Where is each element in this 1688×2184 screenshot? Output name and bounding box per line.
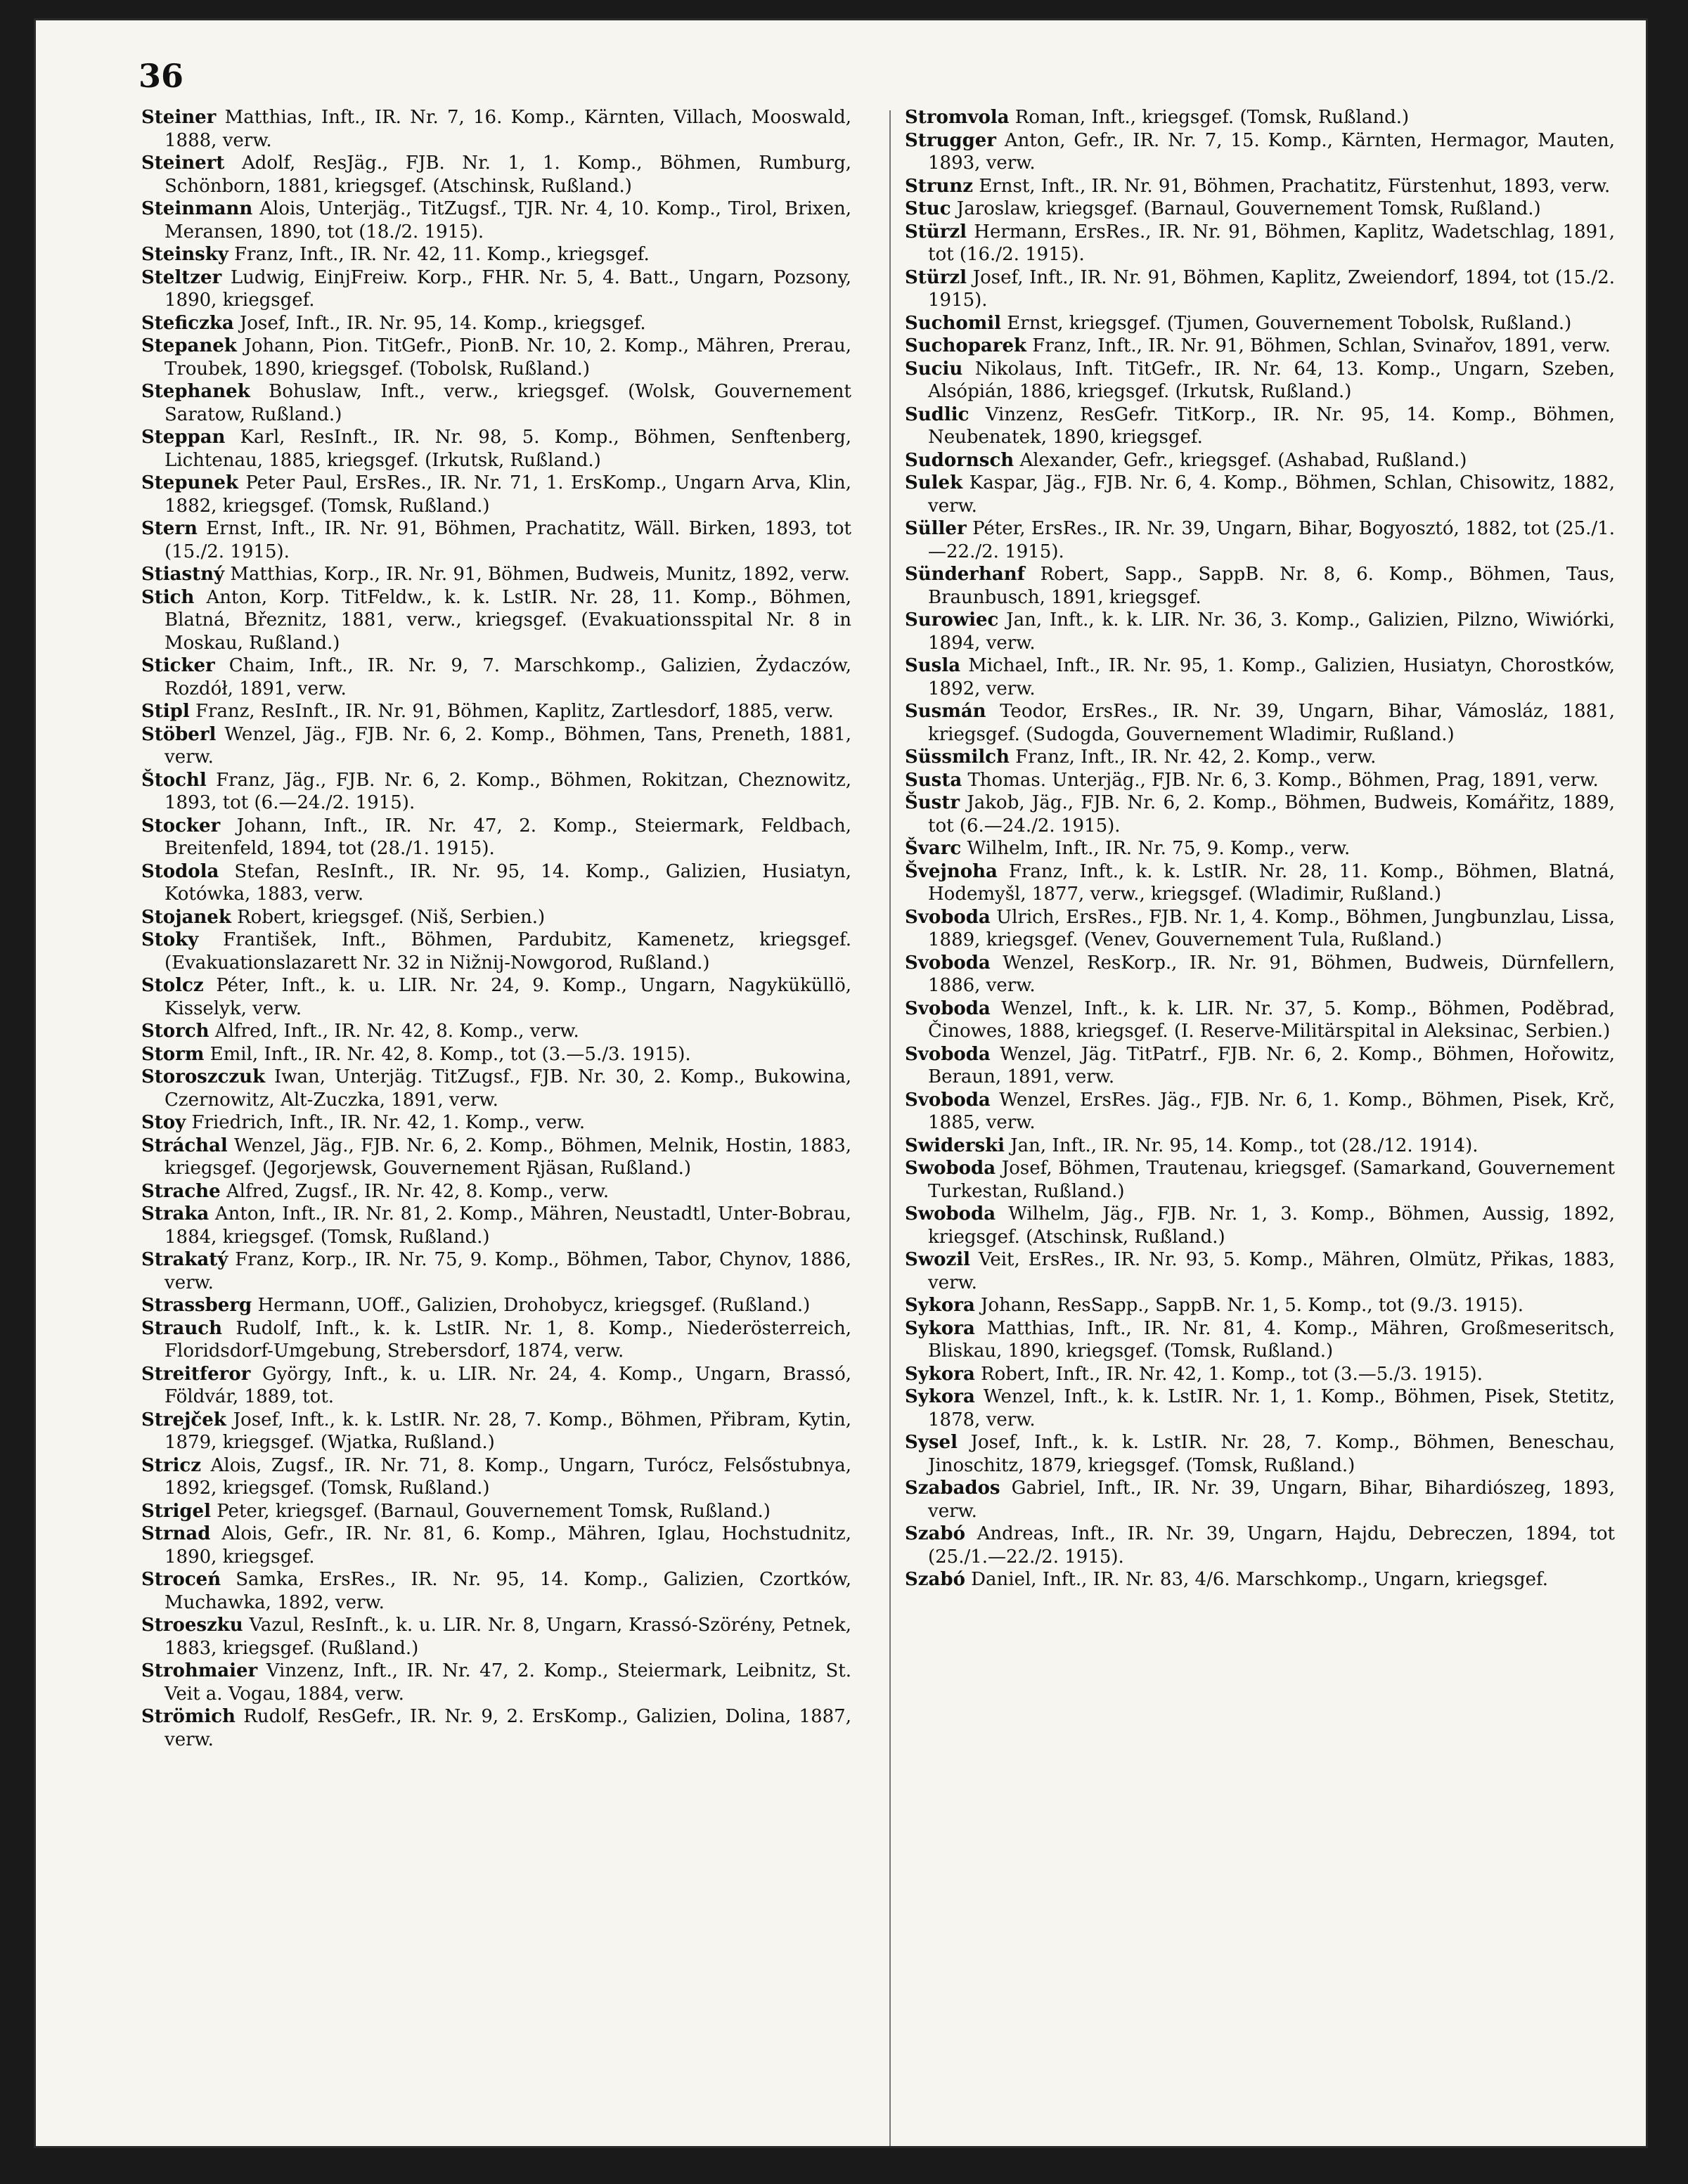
entry-surname: Susla <box>905 655 961 676</box>
entry-surname: Svoboda <box>905 952 991 974</box>
list-entry <box>141 1660 851 1705</box>
entry-details: Anton, Gefr., IR. Nr. 7, 15. Komp., Kärnten, Hermagor, Mauten, 1893, verw. <box>928 129 1615 174</box>
entry-surname: Steinsky <box>141 244 228 265</box>
entry-details: Johann, Pion. TitGefr., PionB. Nr. 10, 2. Komp., Mähren, Prerau, Troubek, 1890, kriegsgef. (Tobolsk, Rußland.) <box>165 335 851 380</box>
list-entry <box>905 1431 1615 1477</box>
entry-surname: Stern <box>141 518 198 539</box>
entry-details: Hermann, ErsRes., IR. Nr. 91, Böhmen, Kaplitz, Wadetschlag, 1891, tot (16./2. 1915). <box>928 221 1615 265</box>
entry-surname: Stich <box>141 586 195 608</box>
entry-surname: Stocker <box>141 815 221 836</box>
list-entry <box>141 1568 851 1614</box>
list-entry <box>141 1705 851 1751</box>
entry-details: Ernst, kriegsgef. (Tjumen, Gouvernement Tobolsk, Rußland.) <box>1001 312 1572 334</box>
entry-details: Josef, Böhmen, Trautenau, kriegsgef. (Samarkand, Gouvernement Turkestan, Rußland.) <box>928 1158 1615 1202</box>
entry-details: Alexander, Gefr., kriegsgef. (Ashabad, Rußland.) <box>1014 449 1467 471</box>
entry-details: Roman, Inft., kriegsgef. (Tomsk, Rußland.) <box>1009 107 1410 128</box>
entry-details: Peter Paul, ErsRes., IR. Nr. 71, 1. ErsKomp., Ungarn Arva, Klin, 1882, kriegsgef. (Tomsk, Rußland.) <box>165 472 851 517</box>
entry-details: Samka, ErsRes., IR. Nr. 95, 14. Komp., Galizien, Czortków, Muchawka, 1892, verw. <box>165 1569 851 1613</box>
entry-surname: Stoky <box>141 929 199 950</box>
list-entry <box>141 1523 851 1568</box>
entry-surname: Svoboda <box>905 1089 991 1111</box>
list-entry <box>905 358 1615 403</box>
list-entry <box>141 723 851 769</box>
list-entry <box>141 1066 851 1111</box>
list-entry <box>141 1248 851 1294</box>
list-entry <box>141 517 851 563</box>
entry-surname: Straka <box>141 1203 210 1225</box>
entry-details: Alois, Gefr., IR. Nr. 81, 6. Komp., Mähren, Iglau, Hochstudnitz, 1890, kriegsgef. <box>165 1523 851 1568</box>
list-entry <box>141 1020 851 1043</box>
entry-surname: Strassberg <box>141 1295 252 1316</box>
entry-details: Franz, Inft., k. k. LstIR. Nr. 28, 11. Komp., Böhmen, Blatná, Hodemyšl, 1877, verw., kriegsgef. (Wladimir, Rußland.) <box>928 860 1615 905</box>
entry-surname: Swiderski <box>905 1135 1005 1156</box>
entry-surname: Strejček <box>141 1409 226 1430</box>
entry-surname: Swozil <box>905 1249 971 1270</box>
entry-details: Kaspar, Jäg., FJB. Nr. 6, 4. Komp., Böhmen, Schlan, Chisowitz, 1882, verw. <box>928 472 1615 517</box>
entry-surname: Surowiec <box>905 609 999 631</box>
entry-surname: Strohmaier <box>141 1660 258 1681</box>
entry-surname: Strunz <box>905 175 974 197</box>
entry-details: Wenzel, ResKorp., IR. Nr. 91, Böhmen, Budweis, Dürnfellern, 1886, verw. <box>928 952 1615 996</box>
entry-surname: Svoboda <box>905 906 991 928</box>
entry-details: Robert, kriegsgef. (Niš, Serbien.) <box>231 906 546 928</box>
list-entry <box>905 198 1615 221</box>
entry-details: František, Inft., Böhmen, Pardubitz, Kamenetz, kriegsgef. (Evakuationslazarett Nr. 32 in Nižnij-Nowgorod, Rußland.) <box>165 929 851 974</box>
list-entry <box>141 312 851 335</box>
entry-surname: Stromvola <box>905 107 1010 128</box>
entry-details: Franz, Jäg., FJB. Nr. 6, 2. Komp., Böhmen, Rokitzan, Cheznowitz, 1893, tot (6.—24./2. 1915). <box>165 769 851 813</box>
entry-surname: Strnad <box>141 1523 211 1544</box>
entry-surname: Szabó <box>905 1523 965 1544</box>
list-entry <box>905 1294 1615 1317</box>
entry-details: Wenzel, Inft., k. k. LIR. Nr. 37, 5. Komp., Böhmen, Poděbrad, Činowes, 1888, kriegsgef. (I. Reserve-Militärspital in Aleksinac, Serbien.) <box>928 997 1615 1042</box>
list-entry <box>141 1111 851 1135</box>
list-entry <box>905 952 1615 997</box>
entry-details: Matthias, Inft., IR. Nr. 7, 16. Komp., Kärnten, Villach, Mooswald, 1888, verw. <box>165 107 851 151</box>
entry-details: Nikolaus, Inft. TitGefr., IR. Nr. 64, 13. Komp., Ungarn, Szeben, Alsópián, 1886, kriegsgef. (Irkutsk, Rußland.) <box>928 358 1615 402</box>
list-entry <box>141 1294 851 1317</box>
entry-surname: Strakatý <box>141 1249 228 1270</box>
entry-details: Matthias, Korp., IR. Nr. 91, Böhmen, Budweis, Munitz, 1892, verw. <box>224 564 850 585</box>
entry-surname: Švejnoha <box>905 860 998 882</box>
entry-surname: Steiner <box>141 107 217 128</box>
list-entry <box>141 654 851 700</box>
entry-details: Ludwig, EinjFreiw. Korp., FHR. Nr. 5, 4. Batt., Ungarn, Pozsony, 1890, kriegsgef. <box>165 266 851 311</box>
list-entry <box>141 906 851 929</box>
entry-details: Wilhelm, Jäg., FJB. Nr. 1, 3. Komp., Böhmen, Aussig, 1892, kriegsgef. (Atschinsk, Rußland.) <box>928 1203 1615 1248</box>
entry-details: Peter, kriegsgef. (Barnaul, Gouvernement Tomsk, Rußland.) <box>210 1500 771 1522</box>
entry-surname: Sykora <box>905 1317 975 1339</box>
entry-surname: Stipl <box>141 701 190 722</box>
entry-surname: Susta <box>905 769 962 791</box>
entry-surname: Sünderhanf <box>905 564 1025 585</box>
list-entry <box>905 1089 1615 1135</box>
list-entry <box>905 175 1615 198</box>
entry-details: Jan, Inft., IR. Nr. 95, 14. Komp., tot (28./12. 1914). <box>1004 1135 1478 1156</box>
entry-details: Matthias, Inft., IR. Nr. 81, 4. Komp., Mähren, Großmeseritsch, Bliskau, 1890, kriegsgef. (Tomsk, Rußland.) <box>928 1317 1615 1362</box>
entry-details: Gabriel, Inft., IR. Nr. 39, Ungarn, Bihar, Bihardiószeg, 1893, verw. <box>928 1478 1615 1522</box>
list-entry <box>141 198 851 243</box>
list-entry <box>141 974 851 1020</box>
list-entry <box>905 1568 1615 1591</box>
list-entry <box>141 1317 851 1363</box>
entry-surname: Sykora <box>905 1363 975 1385</box>
list-entry <box>905 906 1615 952</box>
entry-surname: Suciu <box>905 358 963 380</box>
entry-surname: Stoy <box>141 1112 186 1133</box>
list-entry <box>141 243 851 266</box>
list-entry <box>905 517 1615 563</box>
entry-details: Veit, ErsRes., IR. Nr. 93, 5. Komp., Mähren, Olmütz, Přikas, 1883, verw. <box>928 1249 1615 1293</box>
list-entry <box>141 426 851 472</box>
entry-details: Bohuslaw, Inft., verw., kriegsgef. (Wolsk, Gouvernement Saratow, Rußland.) <box>165 381 851 425</box>
entry-details: Stefan, ResInft., IR. Nr. 95, 14. Komp., Galizien, Husiatyn, Kotówka, 1883, verw. <box>165 860 851 905</box>
entry-details: Daniel, Inft., IR. Nr. 83, 4/6. Marschkomp., Ungarn, kriegsgef. <box>965 1569 1548 1590</box>
list-entry <box>905 1043 1615 1089</box>
list-entry <box>905 221 1615 266</box>
list-entry <box>905 1385 1615 1431</box>
list-entry <box>141 1043 851 1066</box>
entry-details: Rudolf, ResGefr., IR. Nr. 9, 2. ErsKomp., Galizien, Dolina, 1887, verw. <box>165 1706 851 1750</box>
entry-surname: Strache <box>141 1180 221 1202</box>
entry-details: Franz, Inft., IR. Nr. 42, 11. Komp., kriegsgef. <box>228 244 650 265</box>
entry-surname: Strömich <box>141 1706 236 1727</box>
list-entry <box>905 654 1615 700</box>
list-entry <box>905 1477 1615 1523</box>
entry-surname: Storch <box>141 1021 210 1042</box>
list-entry <box>905 860 1615 906</box>
entry-surname: Suchomil <box>905 312 1002 334</box>
entry-surname: Sysel <box>905 1432 958 1453</box>
entry-details: Thomas. Unterjäg., FJB. Nr. 6, 3. Komp., Böhmen, Prag, 1891, verw. <box>962 769 1599 791</box>
list-entry <box>141 1135 851 1180</box>
entry-details: Anton, Inft., IR. Nr. 81, 2. Komp., Mähren, Neustadtl, Unter-Bobrau, 1884, kriegsgef. (Tomsk, Rußland.) <box>165 1203 851 1248</box>
list-entry <box>905 403 1615 449</box>
list-entry <box>905 129 1615 175</box>
column-divider <box>889 110 891 2148</box>
list-entry <box>905 312 1615 335</box>
list-entry <box>905 335 1615 358</box>
list-entry <box>141 1614 851 1660</box>
entry-details: Josef, Inft., IR. Nr. 95, 14. Komp., kriegsgef. <box>233 312 646 334</box>
entry-details: Adolf, ResJäg., FJB. Nr. 1, 1. Komp., Böhmen, Rumburg, Schönborn, 1881, kriegsgef. (Atschinsk, Rußland.) <box>165 153 851 197</box>
entry-details: Franz, Korp., IR. Nr. 75, 9. Komp., Böhmen, Tabor, Chynov, 1886, verw. <box>165 1249 851 1293</box>
list-entry <box>141 769 851 815</box>
list-entry <box>141 860 851 906</box>
entry-details: Vinzenz, Inft., IR. Nr. 47, 2. Komp., Steiermark, Leibnitz, St. Veit a. Vogau, 1884, verw. <box>165 1660 851 1705</box>
right-column <box>905 106 1615 1591</box>
page-number: 36 <box>138 57 184 95</box>
entry-surname: Szabó <box>905 1569 965 1590</box>
entry-details: György, Inft., k. u. LIR. Nr. 24, 4. Komp., Ungarn, Brassó, Földvár, 1889, tot. <box>165 1363 851 1407</box>
entry-details: Franz, Inft., IR. Nr. 91, Böhmen, Schlan, Svinařov, 1891, verw. <box>1026 335 1611 356</box>
list-entry <box>141 563 851 586</box>
entry-surname: Strigel <box>141 1500 211 1522</box>
entry-surname: Švarc <box>905 838 962 859</box>
list-entry <box>141 266 851 312</box>
list-entry <box>905 700 1615 746</box>
list-entry <box>905 791 1615 837</box>
entry-surname: Stuc <box>905 198 951 219</box>
entry-surname: Stürzl <box>905 221 967 243</box>
list-entry <box>905 837 1615 860</box>
entry-surname: Svoboda <box>905 1043 991 1065</box>
list-entry <box>141 380 851 426</box>
entry-details: Alfred, Inft., IR. Nr. 42, 8. Komp., verw. <box>209 1021 579 1042</box>
entry-details: Jakob, Jäg., FJB. Nr. 6, 2. Komp., Böhmen, Budweis, Komářitz, 1889, tot (6.—24./2. 1915). <box>928 792 1615 836</box>
entry-details: Josef, Inft., k. k. LstIR. Nr. 28, 7. Komp., Böhmen, Přibram, Kytin, 1879, kriegsgef. (Wjatka, Rußland.) <box>165 1409 851 1453</box>
entry-details: Hermann, UOff., Galizien, Drohobycz, kriegsgef. (Rußland.) <box>252 1295 811 1316</box>
entry-surname: Sticker <box>141 655 215 676</box>
entry-surname: Stöberl <box>141 723 217 745</box>
entry-details: Jan, Inft., k. k. LIR. Nr. 36, 3. Komp., Galizien, Pilzno, Wiwiórki, 1894, verw. <box>928 609 1615 654</box>
entry-details: Wenzel, ErsRes. Jäg., FJB. Nr. 6, 1. Komp., Böhmen, Pisek, Krč, 1885, verw. <box>928 1089 1615 1133</box>
entry-details: Chaim, Inft., IR. Nr. 9, 7. Marschkomp., Galizien, Żydaczów, Rozdół, 1891, verw. <box>165 655 851 699</box>
entry-surname: Sudornsch <box>905 449 1014 471</box>
entry-surname: Stepanek <box>141 335 237 356</box>
list-entry <box>141 1454 851 1500</box>
entry-surname: Svoboda <box>905 997 991 1019</box>
document-page <box>34 18 1648 2148</box>
entry-details: Iwan, Unterjäg. TitZugsf., FJB. Nr. 30, 2. Komp., Bukowina, Czernowitz, Alt-Zuczka, 1891, verw. <box>165 1066 851 1111</box>
entry-surname: Stephanek <box>141 381 250 402</box>
entry-surname: Stürzl <box>905 266 967 288</box>
list-entry <box>905 563 1615 609</box>
entry-details: Wilhelm, Inft., IR. Nr. 75, 9. Komp., verw. <box>961 838 1351 859</box>
entry-surname: Swoboda <box>905 1203 996 1225</box>
list-entry <box>141 152 851 198</box>
entry-details: Robert, Sapp., SappB. Nr. 8, 6. Komp., Böhmen, Taus, Braunbusch, 1891, kriegsgef. <box>928 564 1615 608</box>
list-entry <box>905 1157 1615 1203</box>
entry-surname: Steltzer <box>141 266 222 288</box>
list-entry <box>905 106 1615 129</box>
entry-surname: Sudlic <box>905 403 969 425</box>
list-entry <box>141 1203 851 1248</box>
list-entry <box>141 815 851 860</box>
entry-surname: Stolcz <box>141 975 204 996</box>
entry-surname: Stepunek <box>141 472 238 493</box>
list-entry <box>905 266 1615 312</box>
entry-details: Andreas, Inft., IR. Nr. 39, Ungarn, Hajdu, Debreczen, 1894, tot (25./1.—22./2. 1915). <box>928 1523 1615 1568</box>
entry-surname: Süssmilch <box>905 747 1010 768</box>
entry-details: Wenzel, Inft., k. k. LstIR. Nr. 1, 1. Komp., Böhmen, Pisek, Stetitz, 1878, verw. <box>928 1386 1615 1430</box>
entry-details: Michael, Inft., IR. Nr. 95, 1. Komp., Galizien, Husiatyn, Chorostków, 1892, verw. <box>928 655 1615 699</box>
entry-surname: Stricz <box>141 1454 201 1476</box>
list-entry <box>141 1363 851 1409</box>
list-entry <box>905 746 1615 769</box>
entry-details: Ernst, Inft., IR. Nr. 91, Böhmen, Prachatitz, Wäll. Birken, 1893, tot (15./2. 1915). <box>165 518 851 562</box>
entry-surname: Šustr <box>905 792 960 813</box>
list-entry <box>905 1363 1615 1386</box>
entry-details: Franz, Inft., IR. Nr. 42, 2. Komp., verw. <box>1009 747 1377 768</box>
entry-surname: Streitferor <box>141 1363 251 1385</box>
list-entry <box>141 1500 851 1523</box>
entry-surname: Storoszczuk <box>141 1066 266 1087</box>
list-entry <box>141 700 851 723</box>
list-entry <box>141 106 851 152</box>
entry-details: Alois, Unterjäg., TitZugsf., TJR. Nr. 4, 10. Komp., Tirol, Brixen, Meransen, 1890, tot (18./2. 1915). <box>165 198 851 243</box>
list-entry <box>905 449 1615 472</box>
list-entry <box>905 1523 1615 1568</box>
list-entry <box>905 609 1615 654</box>
entry-surname: Štochl <box>141 769 207 791</box>
entry-surname: Storm <box>141 1043 205 1065</box>
entry-details: Ulrich, ErsRes., FJB. Nr. 1, 4. Komp., Böhmen, Jungbunzlau, Lissa, 1889, kriegsgef. (Venev, Gouvernement Tula, Rußland.) <box>928 906 1615 950</box>
entry-surname: Stodola <box>141 860 219 882</box>
entry-details: Jaroslaw, kriegsgef. (Barnaul, Gouvernement Tomsk, Rußland.) <box>951 198 1541 219</box>
entry-details: Franz, ResInft., IR. Nr. 91, Böhmen, Kaplitz, Zartlesdorf, 1885, verw. <box>189 701 834 722</box>
entry-surname: Stroceń <box>141 1569 221 1590</box>
entry-surname: Sykora <box>905 1386 975 1407</box>
entry-surname: Stráchal <box>141 1135 228 1156</box>
left-column <box>141 106 851 1751</box>
entry-details: Johann, ResSapp., SappB. Nr. 1, 5. Komp., tot (9./3. 1915). <box>974 1295 1523 1316</box>
list-entry <box>905 1203 1615 1248</box>
entry-details: Johann, Inft., IR. Nr. 47, 2. Komp., Steiermark, Feldbach, Breitenfeld, 1894, tot (28./1. 1915). <box>165 815 851 859</box>
list-entry <box>141 472 851 517</box>
entry-surname: Swoboda <box>905 1158 996 1179</box>
entry-details: Rudolf, Inft., k. k. LstIR. Nr. 1, 8. Komp., Niederösterreich, Floridsdorf-Umgebung, Strebersdorf, 1874, verw. <box>165 1317 851 1362</box>
list-entry <box>905 1248 1615 1294</box>
entry-details: Josef, Inft., k. k. LstIR. Nr. 28, 7. Komp., Böhmen, Beneschau, Jinoschitz, 1879, kriegsgef. (Tomsk, Rußland.) <box>928 1432 1615 1476</box>
entry-surname: Steppan <box>141 427 226 448</box>
entry-surname: Susmán <box>905 701 986 722</box>
entry-details: Alois, Zugsf., IR. Nr. 71, 8. Komp., Ungarn, Turócz, Felsőstubnya, 1892, kriegsgef. (Tomsk, Rußland.) <box>165 1454 851 1499</box>
list-entry <box>905 1135 1615 1158</box>
list-entry <box>141 335 851 380</box>
list-entry <box>141 1180 851 1203</box>
entry-surname: Süller <box>905 518 967 539</box>
entry-details: Teodor, ErsRes., IR. Nr. 39, Ungarn, Bihar, Vámosláz, 1881, kriegsgef. (Sudogda, Gouvernement Wladimir, Rußland.) <box>928 701 1615 745</box>
list-entry <box>141 586 851 655</box>
list-entry <box>141 1409 851 1454</box>
list-entry <box>905 997 1615 1043</box>
entry-surname: Steinmann <box>141 198 253 219</box>
entry-details: Friedrich, Inft., IR. Nr. 42, 1. Komp., verw. <box>186 1112 586 1133</box>
entry-details: Josef, Inft., IR. Nr. 91, Böhmen, Kaplitz, Zweiendorf, 1894, tot (15./2. 1915). <box>928 266 1615 311</box>
entry-surname: Strugger <box>905 129 996 151</box>
entry-details: Vinzenz, ResGefr. TitKorp., IR. Nr. 95, 14. Komp., Böhmen, Neubenatek, 1890, kriegsgef. <box>928 403 1615 448</box>
entry-surname: Sulek <box>905 472 963 493</box>
entry-surname: Stojanek <box>141 906 231 928</box>
entry-surname: Stroeszku <box>141 1615 243 1636</box>
entry-details: Péter, ErsRes., IR. Nr. 39, Ungarn, Bihar, Bogyosztó, 1882, tot (25./1.—22./2. 1915). <box>928 518 1615 562</box>
entry-surname: Suchoparek <box>905 335 1027 356</box>
list-entry <box>141 929 851 974</box>
entry-details: Karl, ResInft., IR. Nr. 98, 5. Komp., Böhmen, Senftenberg, Lichtenau, 1885, kriegsgef. (Irkutsk, Rußland.) <box>165 427 851 471</box>
entry-details: Wenzel, Jäg., FJB. Nr. 6, 2. Komp., Böhmen, Melnik, Hostin, 1883, kriegsgef. (Jegorjewsk, Gouvernement Rjäsan, Rußland.) <box>165 1135 851 1179</box>
entry-surname: Sykora <box>905 1295 975 1316</box>
entry-details: Anton, Korp. TitFeldw., k. k. LstIR. Nr. 28, 11. Komp., Böhmen, Blatná, Březnitz, 1881, verw., kriegsgef. (Evakuationsspital Nr. 8 in Moskau, Rußland.) <box>165 586 851 654</box>
entry-details: Alfred, Zugsf., IR. Nr. 42, 8. Komp., verw. <box>220 1180 610 1202</box>
entry-surname: Stiastný <box>141 564 225 585</box>
entry-details: Ernst, Inft., IR. Nr. 91, Böhmen, Prachatitz, Fürstenhut, 1893, verw. <box>973 175 1611 197</box>
entry-details: Emil, Inft., IR. Nr. 42, 8. Komp., tot (3.—5./3. 1915). <box>204 1043 691 1065</box>
entry-details: Vazul, ResInft., k. u. LIR. Nr. 8, Ungarn, Krassó-Szörény, Petnek, 1883, kriegsgef. (Rußland.) <box>165 1615 851 1659</box>
entry-surname: Steficzka <box>141 312 234 334</box>
entry-details: Wenzel, Jäg., FJB. Nr. 6, 2. Komp., Böhmen, Tans, Preneth, 1881, verw. <box>165 723 851 768</box>
entry-details: Robert, Inft., IR. Nr. 42, 1. Komp., tot (3.—5./3. 1915). <box>974 1363 1483 1385</box>
list-entry <box>905 769 1615 792</box>
entry-surname: Strauch <box>141 1317 222 1339</box>
list-entry <box>905 1317 1615 1363</box>
entry-surname: Szabados <box>905 1478 1000 1499</box>
list-entry <box>905 472 1615 517</box>
entry-details: Wenzel, Jäg. TitPatrf., FJB. Nr. 6, 2. Komp., Böhmen, Hořowitz, Beraun, 1891, verw. <box>928 1043 1615 1087</box>
entry-details: Péter, Inft., k. u. LIR. Nr. 24, 9. Komp., Ungarn, Nagyküküllö, Kisselyk, verw. <box>165 975 851 1019</box>
entry-surname: Steinert <box>141 153 225 174</box>
